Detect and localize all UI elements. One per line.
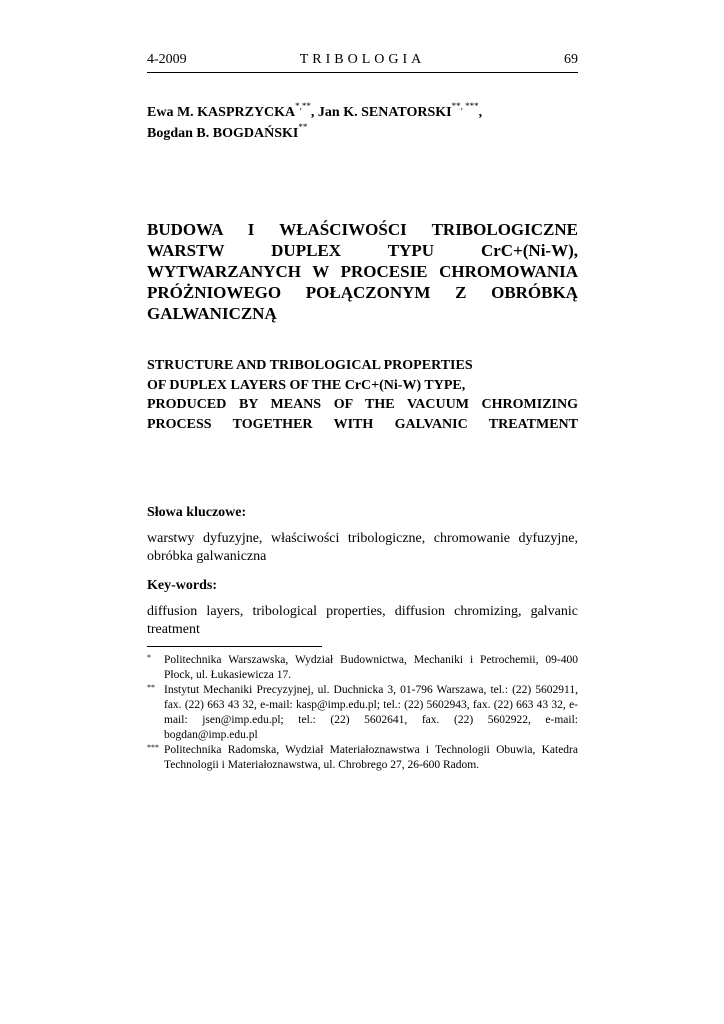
title-line: BUDOWA I WŁAŚCIWOŚCI TRIBOLOGICZNE <box>147 220 578 239</box>
title-line: PRODUCED BY MEANS OF THE VACUUM CHROMIZING <box>147 397 578 412</box>
title-polish <box>147 219 578 324</box>
keywords-polish-heading: Słowa kluczowe: <box>147 505 247 520</box>
footnote <box>147 653 578 683</box>
title-line: STRUCTURE AND TRIBOLOGICAL PROPERTIES <box>147 358 473 373</box>
footnote-text: Politechnika Radomska, Wydział Materiałoznawstwa i Technologii Obuwia, Katedra Technologii i Materiałoznawstwa, ul. Chrobrego 27, 26-600 Radom. <box>164 744 578 771</box>
author-name: Ewa M. KASPRZYCKA <box>147 105 296 120</box>
footnote <box>147 743 578 773</box>
footnote-mark: *** <box>147 743 159 752</box>
title-line: WYTWARZANYCH W PROCESIE CHROMOWANIA <box>147 262 578 281</box>
author-list <box>147 102 578 144</box>
footnotes <box>147 653 578 773</box>
author-name: Bogdan B. BOGDAŃSKI <box>147 126 299 141</box>
affiliation-mark: ** <box>298 122 308 132</box>
title-english <box>147 356 578 434</box>
journal-name: TRIBOLOGIA <box>299 52 426 67</box>
running-header <box>147 52 578 73</box>
affiliation-mark: *,** <box>295 101 311 111</box>
footnote-text: Instytut Mechaniki Precyzyjnej, ul. Duchnicka 3, 01-796 Warszawa, tel.: (22) 5602911, fax. (22) 663 43 32, e-mail: kasp@imp.edu.pl; tel.: (22) 5602943, fax. (22) 663 43 32, e-mail: jsen@imp.edu.pl; tel.: (22) 5602641, fax. (22) 5602922, e-mail: bogdan@imp.edu.pl <box>164 684 578 741</box>
title-line: PROCESS TOGETHER WITH GALVANIC TREATMENT <box>147 416 578 432</box>
footnote <box>147 683 578 743</box>
keywords-english-text: diffusion layers, tribological properties, diffusion chromizing, galvanic treatment <box>147 604 578 637</box>
footnote-text: Politechnika Warszawska, Wydział Budownictwa, Mechaniki i Petrochemii, 09-400 Płock, ul. Łukasiewicza 17. <box>164 654 578 681</box>
page-number: 69 <box>564 52 578 67</box>
footnote-mark: * <box>147 653 151 662</box>
issue-number: 4-2009 <box>147 52 187 67</box>
author-line-2 <box>147 123 578 144</box>
author-line-1: Ewa M. KASPRZYCKA*,**, Jan K. SENATORSKI**, ***, <box>147 101 483 120</box>
footnote-mark: ** <box>147 683 155 692</box>
title-line: PRÓŻNIOWEGO POŁĄCZONYM Z OBRÓBKĄ <box>147 283 578 302</box>
title-line: OF DUPLEX LAYERS OF THE CrC+(Ni-W) TYPE, <box>147 377 466 393</box>
footnote-separator <box>147 646 322 647</box>
title-line: GALWANICZNĄ <box>147 304 277 323</box>
keywords-polish-text: warstwy dyfuzyjne, właściwości tribologiczne, chromowanie dyfuzyjne, obróbka galwaniczna <box>147 531 578 564</box>
author-name: Jan K. SENATORSKI <box>317 105 452 120</box>
title-line: WARSTW DUPLEX TYPU CrC+(Ni-W), <box>147 241 578 260</box>
affiliation-mark: **, *** <box>451 101 479 111</box>
keywords-english-heading: Key-words: <box>147 578 217 593</box>
